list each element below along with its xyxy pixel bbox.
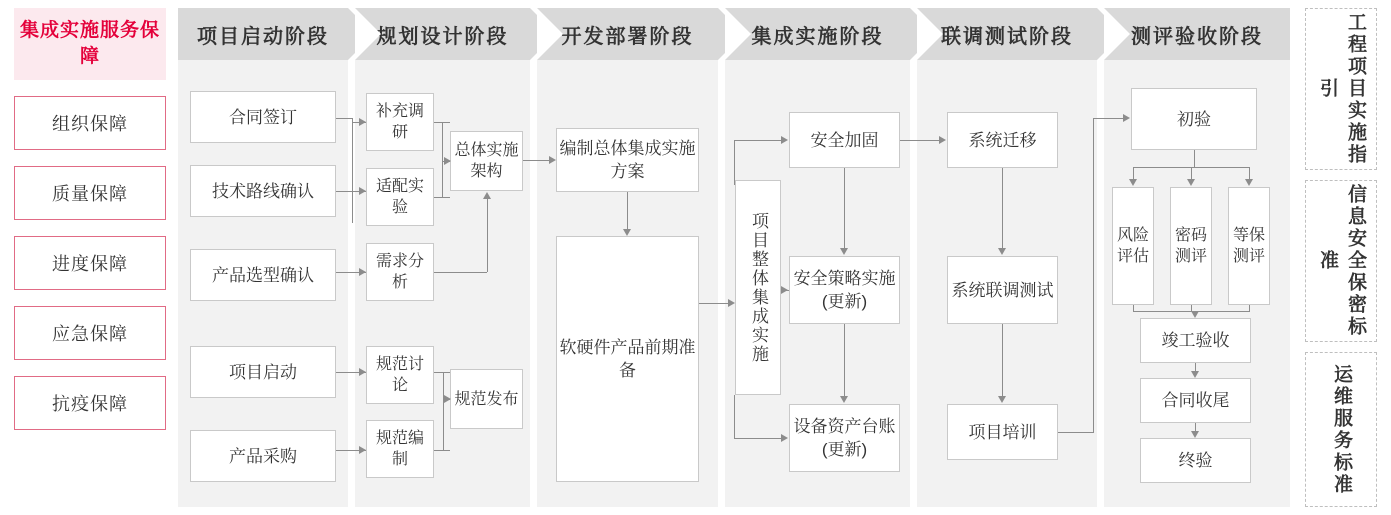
node-project-kickoff[interactable]: 项目启动 (190, 346, 336, 398)
arrow-to-spec-discussion (359, 368, 366, 376)
arrow-to-risk (1129, 179, 1137, 186)
phase-header-5-label: 联调测试阶段 (941, 25, 1073, 48)
arrow-to-supplementary (359, 118, 366, 126)
phase-header-3-label: 开发部署阶段 (561, 25, 694, 48)
node-overall-integration-implementation[interactable]: 项目整体集成实施 (735, 180, 781, 395)
phase-header-1-label: 项目启动阶段 (197, 25, 329, 48)
right-standard-operations-label: 运维服务标准 (1331, 363, 1352, 496)
arrow-to-completion (1191, 311, 1199, 318)
node-overall-implementation-architecture[interactable]: 总体实施架构 (450, 131, 523, 191)
node-final-acceptance[interactable]: 终验 (1140, 438, 1251, 483)
left-item-emergency[interactable]: 应急保障 (14, 306, 166, 360)
arrow-to-classified (1245, 179, 1253, 186)
arrow-to-arch (444, 157, 451, 165)
connector-integration-up (734, 140, 735, 185)
chevron-notch-icon-4 (725, 8, 751, 60)
right-standard-engineering-label: 工程项目实施指引 (1317, 12, 1366, 166)
arrow-plan-to-prep (623, 229, 631, 236)
arrow-integration-to-hardening (781, 136, 788, 144)
connector-integration-down (734, 395, 735, 438)
arrow-to-preliminary (1123, 114, 1130, 122)
node-preliminary-acceptance[interactable]: 初验 (1131, 88, 1257, 150)
arrow-closeout-to-final (1191, 431, 1199, 438)
right-standard-security-label: 信息安全保密标准 (1317, 184, 1366, 338)
connector-requirement-up (487, 199, 488, 272)
connector-to-preliminary (1093, 118, 1124, 119)
node-security-policy-implementation[interactable]: 安全策略实施(更新) (789, 256, 900, 324)
left-column (14, 8, 166, 508)
node-spec-drafting[interactable]: 规范编制 (366, 420, 434, 478)
node-crypto-evaluation[interactable]: 密码测评 (1170, 187, 1212, 305)
node-risk-assessment[interactable]: 风险评估 (1112, 187, 1154, 305)
chevron-notch-icon-3 (537, 8, 563, 60)
node-system-migration[interactable]: 系统迁移 (947, 112, 1058, 168)
arrow-completion-to-closeout (1191, 371, 1199, 378)
node-contract-closeout[interactable]: 合同收尾 (1140, 378, 1251, 423)
arrow-joint-to-training (998, 396, 1006, 403)
connector-completion-to-closeout (1195, 363, 1196, 371)
node-system-joint-test[interactable]: 系统联调测试 (947, 256, 1058, 324)
arrow-to-adaptation (359, 187, 366, 195)
node-classified-protection-evaluation[interactable]: 等保测评 (1228, 187, 1270, 305)
left-item-schedule[interactable]: 进度保障 (14, 236, 166, 290)
phase-header-1 (178, 8, 348, 60)
chevron-notch-icon-2 (355, 8, 381, 60)
node-contract-signing[interactable]: 合同签订 (190, 91, 336, 143)
phase-header-4-label: 集成实施阶段 (751, 25, 884, 48)
node-security-hardening[interactable]: 安全加固 (789, 112, 900, 168)
node-spec-discussion[interactable]: 规范讨论 (366, 346, 434, 404)
arrow-integration-to-policy (781, 286, 788, 294)
arrow-to-requirement (359, 268, 366, 276)
node-tech-route-confirm[interactable]: 技术路线确认 (190, 165, 336, 217)
connector-p1-bus (352, 118, 353, 223)
connector-arch-bus-mid (442, 161, 443, 197)
connector-hardening-to-migration (900, 140, 940, 141)
connector-closeout-to-final (1195, 423, 1196, 431)
connector-discussion-to-release (434, 372, 450, 373)
connector-release-bus (443, 372, 444, 450)
arrow-to-crypto (1187, 179, 1195, 186)
node-overall-integration-plan[interactable]: 编制总体集成实施方案 (556, 128, 699, 192)
left-item-epidemic[interactable]: 抗疫保障 (14, 376, 166, 430)
arrow-to-release (444, 395, 451, 403)
connector-to-crypto (1191, 167, 1192, 179)
phase-header-5 (917, 8, 1097, 60)
connector-arch-to-plan (523, 160, 550, 161)
connector-to-risk (1133, 167, 1134, 179)
connector-preliminary-down (1194, 150, 1195, 167)
left-item-organization[interactable]: 组织保障 (14, 96, 166, 150)
arrow-hardening-to-migration (939, 136, 946, 144)
right-standard-security[interactable] (1305, 180, 1377, 342)
phase-header-4 (725, 8, 910, 60)
arrow-policy-to-ledger (840, 396, 848, 403)
right-standard-operations[interactable] (1305, 352, 1377, 507)
connector-requirement-right (434, 272, 487, 273)
left-column-title: 集成实施服务保障 (14, 8, 166, 80)
phase-header-2-label: 规划设计阶段 (376, 25, 509, 48)
node-requirement-analysis[interactable]: 需求分析 (366, 243, 434, 301)
phase-header-2 (355, 8, 530, 60)
node-asset-ledger-update[interactable]: 设备资产台账(更新) (789, 404, 900, 472)
connector-joint-to-training (1002, 324, 1003, 396)
chevron-notch-icon-5 (917, 8, 943, 60)
node-supplementary-research[interactable]: 补充调研 (366, 93, 434, 151)
arrow-hardening-to-policy (840, 248, 848, 255)
connector-integration-to-hardening (734, 140, 782, 141)
connector-contract-out (336, 118, 352, 119)
connector-prep-to-integration (699, 303, 729, 304)
right-standard-engineering[interactable] (1305, 8, 1377, 170)
node-spec-release[interactable]: 规范发布 (450, 369, 523, 429)
phase-header-6-label: 测评验收阶段 (1131, 25, 1263, 48)
connector-migration-to-joint (1002, 168, 1003, 248)
arrow-requirement-to-arch (483, 192, 491, 199)
connector-to-classified (1249, 167, 1250, 179)
arrow-prep-to-integration (728, 299, 735, 307)
connector-drafting-to-release (434, 450, 450, 451)
node-project-training[interactable]: 项目培训 (947, 404, 1058, 460)
chevron-notch-icon-6 (1104, 8, 1130, 60)
arrow-integration-to-ledger (781, 434, 788, 442)
connector-training-right (1058, 432, 1094, 433)
connector-plan-to-prep (627, 192, 628, 229)
node-adaptation-experiment[interactable]: 适配实验 (366, 168, 434, 226)
arrow-to-spec-drafting (359, 446, 366, 454)
connector-training-up (1093, 118, 1094, 432)
node-completion-acceptance[interactable]: 竣工验收 (1140, 318, 1251, 363)
connector-integration-to-ledger (734, 438, 782, 439)
node-product-selection-confirm[interactable]: 产品选型确认 (190, 249, 336, 301)
phase-header-3 (537, 8, 718, 60)
connector-adaptation-to-arch (434, 197, 450, 198)
left-item-quality[interactable]: 质量保障 (14, 166, 166, 220)
arrow-migration-to-joint (998, 248, 1006, 255)
arrow-arch-to-plan (549, 156, 556, 164)
node-hw-sw-preparation[interactable]: 软硬件产品前期准备 (556, 236, 699, 482)
connector-policy-to-ledger (844, 324, 845, 396)
phase-header-6 (1104, 8, 1290, 60)
node-product-procurement[interactable]: 产品采购 (190, 430, 336, 482)
connector-hardening-to-policy (844, 168, 845, 248)
